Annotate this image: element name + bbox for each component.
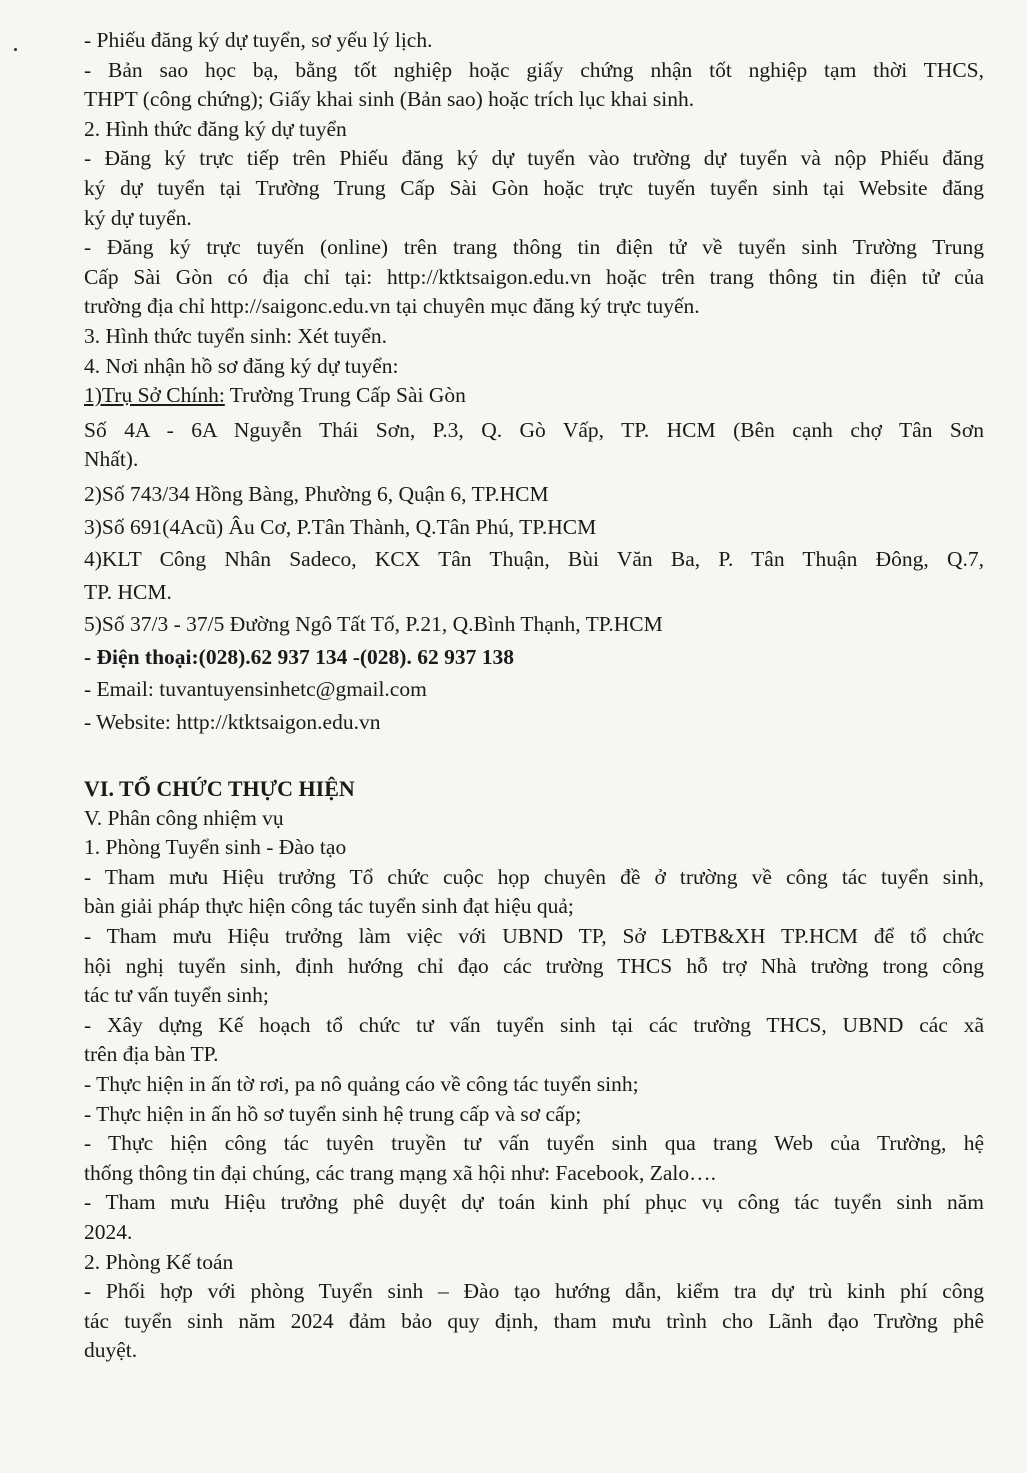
branch-address: 5)Số 37/3 - 37/5 Đường Ngô Tất Tố, P.21, Q.Bình Thạnh, TP.HCM bbox=[84, 612, 663, 637]
text-line: - Bản sao học bạ, bằng tốt nghiệp hoặc giấy chứng nhận tốt nghiệp tạm thời THCS, bbox=[84, 57, 984, 82]
head-office-name: Trường Trung Cấp Sài Gòn bbox=[224, 383, 466, 408]
text-line: V. Phân công nhiệm vụ bbox=[84, 805, 284, 830]
text-line: - Thực hiện in ấn tờ rơi, pa nô quảng cáo về công tác tuyển sinh; bbox=[84, 1072, 639, 1096]
branch-address: 3)Số 691(4Acũ) Âu Cơ, P.Tân Thành, Q.Tân Phú, TP.HCM bbox=[84, 514, 597, 539]
text-line: tác tuyển sinh năm 2024 đảm bảo quy định, tham mưu trình cho Lãnh đạo Trường phê bbox=[84, 1308, 984, 1333]
text-line: - Phối hợp với phòng Tuyển sinh – Đào tạo hướng dẫn, kiểm tra dự trù kinh phí công bbox=[84, 1279, 984, 1304]
text-line: 2. Hình thức đăng ký dự tuyển bbox=[84, 116, 347, 141]
branch-address: 2)Số 743/34 Hồng Bàng, Phường 6, Quận 6, TP.HCM bbox=[84, 481, 549, 506]
text-line: - Tham mưu Hiệu trưởng Tổ chức cuộc họp chuyên đề ở trường về công tác tuyển sinh, bbox=[84, 864, 984, 889]
phone-line: - Điện thoại:(028).62 937 134 -(028). 62 937 138 bbox=[84, 644, 514, 669]
text-line: - Đăng ký trực tiếp trên Phiếu đăng ký dự tuyển vào trường dự tuyển và nộp Phiếu đăng bbox=[84, 146, 984, 171]
text-line: duyệt. bbox=[84, 1338, 138, 1363]
website-line: - Website: http://ktktsaigon.edu.vn bbox=[84, 710, 381, 735]
text-line: ký dự tuyển. bbox=[84, 205, 192, 230]
head-office-address: Số 4A - 6A Nguyễn Thái Sơn, P.3, Q. Gò Vấp, TP. HCM (Bên cạnh chợ Tân Sơn bbox=[84, 417, 984, 442]
text-line: ký dự tuyển tại Trường Trung Cấp Sài Gòn hoặc trực tuyến tuyển sinh tại Website đăng bbox=[84, 175, 984, 200]
text-line: - Thực hiện in ấn hồ sơ tuyển sinh hệ trung cấp và sơ cấp; bbox=[84, 1101, 582, 1126]
text-line: bàn giải pháp thực hiện công tác tuyển sinh đạt hiệu quả; bbox=[84, 894, 574, 919]
text-line: 1. Phòng Tuyển sinh - Đào tạo bbox=[84, 835, 347, 860]
email-line: - Email: tuvantuyensinhetc@gmail.com bbox=[84, 677, 427, 702]
head-office-address-cont: Nhất). bbox=[84, 447, 139, 472]
text-line: - Phiếu đăng ký dự tuyển, sơ yếu lý lịch. bbox=[84, 28, 433, 52]
text-line: 2. Phòng Kế toán bbox=[84, 1249, 234, 1274]
text-line: hội nghị tuyển sinh, định hướng chỉ đạo các trường THCS hỗ trợ Nhà trường trong công bbox=[84, 953, 984, 978]
text-line: Cấp Sài Gòn có địa chỉ tại: http://ktktsaigon.edu.vn hoặc trên trang thông tin điện tử của bbox=[84, 264, 984, 289]
document-page bbox=[84, 26, 984, 1366]
head-office-line bbox=[84, 381, 984, 411]
text-line: thống thông tin đại chúng, các trang mạng xã hội như: Facebook, Zalo…. bbox=[84, 1160, 717, 1185]
head-office-label: 1)Trụ Sở Chính: bbox=[84, 383, 225, 408]
text-line: 2024. bbox=[84, 1219, 133, 1244]
text-line: - Xây dựng Kế hoạch tổ chức tư vấn tuyển sinh tại các trường THCS, UBND các xã bbox=[84, 1012, 984, 1037]
text-line: trên địa bàn TP. bbox=[84, 1042, 219, 1067]
text-line: - Tham mưu Hiệu trưởng làm việc với UBND TP, Sở LĐTB&XH TP.HCM để tổ chức bbox=[84, 924, 984, 949]
text-line: - Đăng ký trực tuyến (online) trên trang thông tin điện tử về tuyển sinh Trường Trung bbox=[84, 235, 984, 260]
scan-speck bbox=[14, 48, 17, 51]
text-line: THPT (công chứng); Giấy khai sinh (Bản sao) hoặc trích lục khai sinh. bbox=[84, 87, 695, 112]
section-title: VI. TỔ CHỨC THỰC HIỆN bbox=[84, 775, 355, 801]
text-line: - Thực hiện công tác tuyên truyền tư vấn tuyển sinh qua trang Web của Trường, hệ bbox=[84, 1131, 984, 1156]
branch-address-cont: TP. HCM. bbox=[84, 579, 172, 604]
text-line: 4. Nơi nhận hồ sơ đăng ký dự tuyển: bbox=[84, 353, 399, 378]
text-line: tác tư vấn tuyển sinh; bbox=[84, 983, 269, 1008]
text-line: trường địa chỉ http://saigonc.edu.vn tại chuyên mục đăng ký trực tuyến. bbox=[84, 294, 700, 319]
text-line: - Tham mưu Hiệu trưởng phê duyệt dự toán kinh phí phục vụ công tác tuyển sinh năm bbox=[84, 1190, 984, 1215]
branch-address: 4)KLT Công Nhân Sadeco, KCX Tân Thuận, Bùi Văn Ba, P. Tân Thuận Đông, Q.7, bbox=[84, 547, 984, 572]
text-line: 3. Hình thức tuyển sinh: Xét tuyển. bbox=[84, 323, 388, 348]
